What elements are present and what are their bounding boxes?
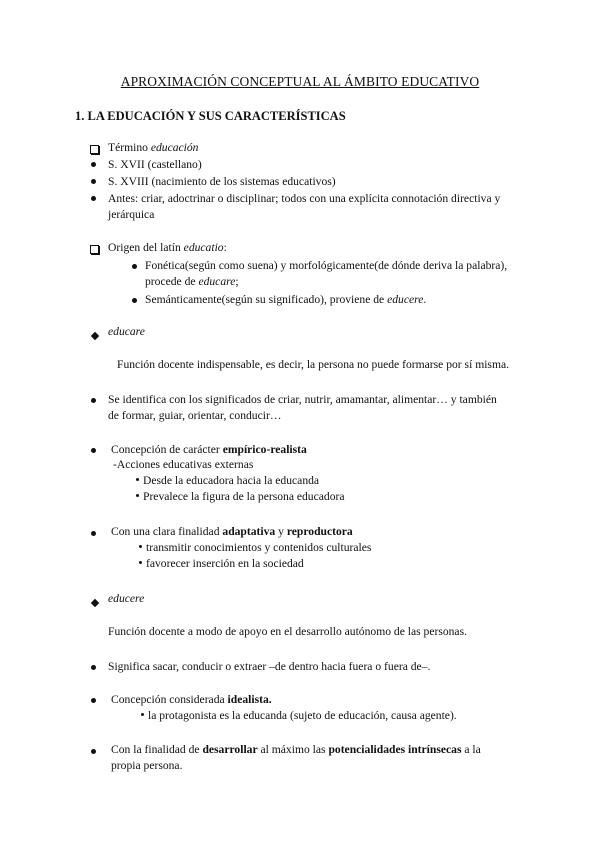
bullet-dot-icon — [91, 394, 96, 410]
educare-concepcion — [111, 442, 307, 458]
educere-concepcion — [111, 692, 272, 708]
protagonista-item — [141, 708, 457, 724]
small-bullet-icon — [141, 713, 144, 716]
xvii-item: S. XVII (castellano) — [108, 158, 202, 171]
educere-finalidad-line2: propia persona. — [111, 759, 183, 772]
bullet-dot-icon — [91, 175, 96, 191]
finalidad-prefix: Con una clara finalidad — [111, 525, 223, 538]
fonetica-line2 — [145, 274, 239, 290]
protagonista-text: la protagonista es la educanda (sujeto de educación, causa agente). — [148, 709, 457, 722]
origen-prefix: Origen del latín — [108, 241, 184, 254]
educere-funcion: Función docente a modo de apoyo en el desarrollo autónomo de las personas. — [108, 625, 467, 638]
diamond-bullet-icon — [92, 596, 98, 612]
educere-significa: Significa sacar, conducir o extraer –de dentro hacia fuera o fuera de–. — [108, 660, 431, 673]
bullet-dot-icon — [132, 260, 137, 276]
educare-heading-text: educare — [108, 325, 145, 338]
educere-finalidad-bold1: desarrollar — [202, 743, 258, 756]
finalidad-bold1: adaptativa — [222, 525, 276, 538]
fonetica-suffix: ; — [235, 275, 239, 288]
section-heading: 1. LA EDUCACIÓN Y SUS CARACTERÍSTICAS — [75, 109, 346, 123]
educere-heading — [108, 591, 144, 607]
origen-suffix: : — [223, 241, 227, 254]
bullet-dot-icon — [91, 444, 96, 460]
fonetica-prefix: procede de — [145, 275, 199, 288]
concepcion-bold: empírico-realista — [222, 443, 307, 456]
xviii-item: S. XVIII (nacimiento de los sistemas educativos) — [108, 175, 336, 188]
desde-item — [136, 473, 319, 489]
termino-item — [108, 140, 198, 156]
termino-word: educación — [150, 141, 199, 154]
semant-item — [145, 292, 426, 308]
bullet-dot-icon — [91, 661, 96, 677]
small-bullet-icon — [136, 478, 139, 481]
document-title: APROXIMACIÓN CONCEPTUAL AL ÁMBITO EDUCATIVO — [120, 74, 480, 89]
favorecer-item — [139, 556, 304, 572]
semant-suffix: . — [423, 293, 427, 306]
semant-word: educere — [387, 293, 424, 306]
favorecer-text: favorecer inserción en la sociedad — [146, 557, 304, 570]
bullet-dot-icon — [91, 745, 96, 761]
bullet-dot-icon — [132, 294, 137, 310]
fonetica-line1: Fonética(según como suena) y morfológicamente(de dónde deriva la palabra), — [145, 259, 508, 272]
educere-concepcion-bold: idealista. — [227, 693, 272, 706]
prevalece-text: Prevalece la figura de la persona educadora — [143, 490, 345, 503]
educere-concepcion-prefix: Concepción considerada — [111, 693, 228, 706]
antes-line1: Antes: criar, adoctrinar o disciplinar; todos con una explícita connotación directiva y — [108, 192, 501, 205]
desde-text: Desde la educadora hacia la educanda — [143, 474, 320, 487]
origen-item — [108, 240, 227, 256]
acciones-line: -Acciones educativas externas — [113, 458, 254, 471]
educare-finalidad — [111, 524, 353, 540]
bullet-dot-icon — [91, 694, 96, 710]
bullet-dot-icon — [91, 158, 96, 174]
finalidad-mid: y — [275, 525, 287, 538]
educere-finalidad-suffix: a la — [461, 743, 481, 756]
educere-finalidad-line1 — [111, 742, 481, 758]
antes-line2: jerárquica — [108, 208, 155, 221]
diamond-bullet-icon — [92, 329, 98, 345]
educere-heading-text: educere — [108, 592, 145, 605]
termino-prefix: Término — [108, 141, 151, 154]
small-bullet-icon — [139, 545, 142, 548]
educare-heading — [108, 324, 145, 340]
educare-funcion: Función docente indispensable, es decir, la persona no puede formarse por sí misma. — [117, 358, 510, 371]
checkbox-bullet-icon — [90, 243, 99, 259]
transmitir-item — [139, 540, 371, 556]
small-bullet-icon — [139, 561, 142, 564]
semant-prefix: Semánticamente(según su significado), proviene de — [145, 293, 388, 306]
bullet-dot-icon — [91, 527, 96, 543]
finalidad-bold2: reproductora — [286, 525, 353, 538]
checkbox-bullet-icon — [90, 143, 99, 159]
origen-word: educatio — [183, 241, 224, 254]
educere-finalidad-prefix: Con la finalidad de — [111, 743, 203, 756]
identifica-line2: de formar, guiar, orientar, conducir… — [108, 409, 282, 422]
concepcion-prefix: Concepción de carácter — [111, 443, 223, 456]
transmitir-text: transmitir conocimientos y contenidos culturales — [146, 541, 372, 554]
fonetica-word: educare — [198, 275, 236, 288]
educere-finalidad-bold2: potencialidades intrínsecas — [328, 743, 462, 756]
bullet-dot-icon — [91, 192, 96, 208]
educere-finalidad-mid: al máximo las — [257, 743, 329, 756]
identifica-line1: Se identifica con los significados de criar, nutrir, amamantar, alimentar… y también — [108, 393, 497, 406]
prevalece-item — [136, 489, 345, 505]
small-bullet-icon — [136, 494, 139, 497]
